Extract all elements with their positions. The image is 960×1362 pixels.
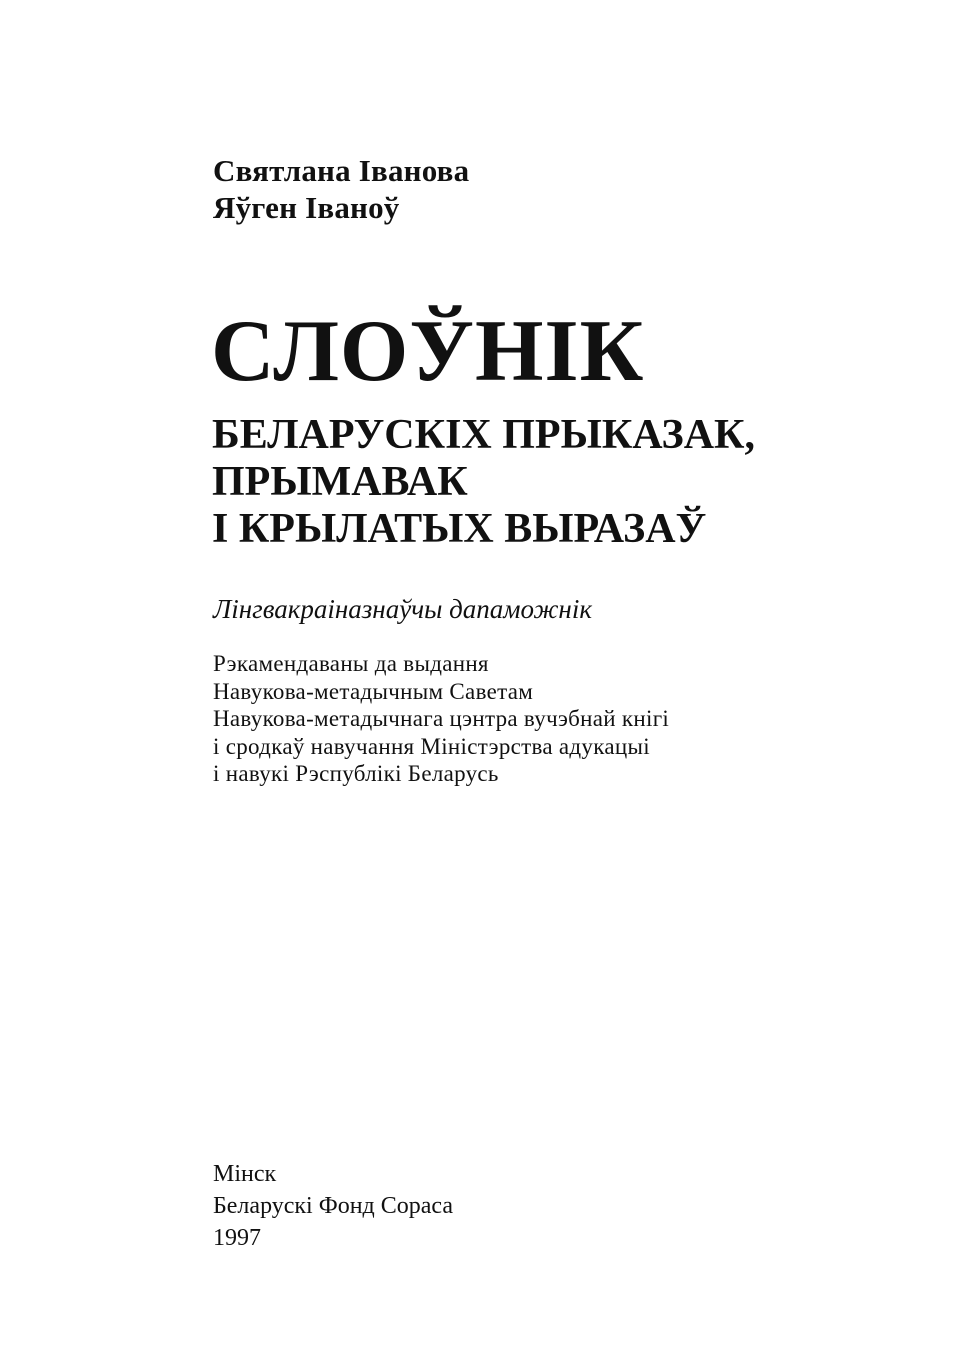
book-genre: Лінгвакраіназнаўчы дапаможнік [213, 594, 592, 624]
subtitle-line: ПРЫМАВАК [212, 459, 468, 505]
book-subtitle [212, 412, 755, 553]
recommendation-block [213, 650, 669, 788]
authors-block [213, 152, 469, 226]
subtitle-line: І КРЫЛАТЫХ ВЫРАЗАЎ [212, 506, 707, 552]
recommendation-line: і сродкаў навучання Міністэрства адукацыі [213, 733, 650, 759]
imprint-year: 1997 [213, 1225, 261, 1251]
imprint-publisher: Беларускі Фонд Сораса [213, 1193, 453, 1219]
recommendation-line: і навукі Рэспублікі Беларусь [213, 761, 499, 786]
imprint-block [213, 1158, 453, 1254]
author-name: Святлана Іванова [213, 153, 470, 188]
subtitle-line: БЕЛАРУСКІХ ПРЫКАЗАК, [212, 412, 756, 458]
author-name: Яўген Іваноў [213, 190, 400, 225]
imprint-city: Мінск [213, 1161, 277, 1187]
book-title: СЛОЎНІК [211, 303, 645, 400]
recommendation-line: Навукова-метадычным Саветам [213, 678, 534, 704]
recommendation-line: Навукова-метадычнага цэнтра вучэбнай кнігі [213, 706, 670, 731]
recommendation-line: Рэкамендаваны да выдання [213, 651, 489, 676]
